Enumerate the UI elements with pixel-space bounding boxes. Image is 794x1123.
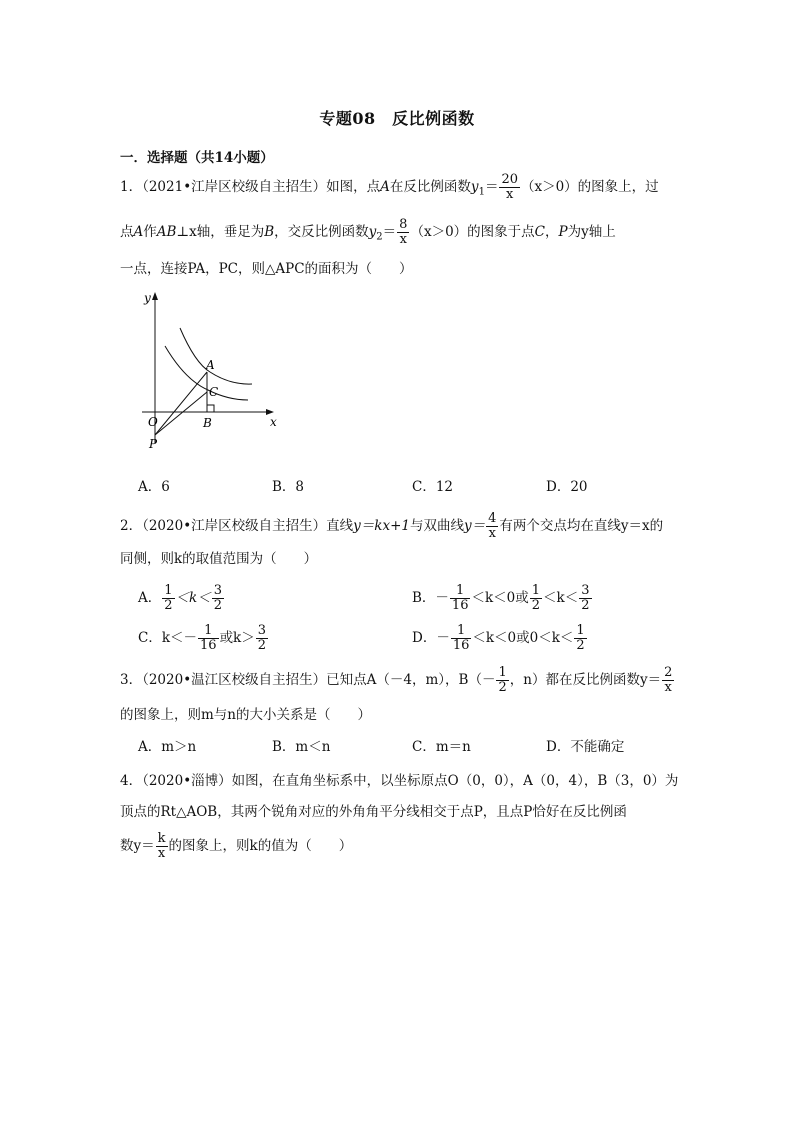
q2-optB-label: B．－ bbox=[412, 590, 449, 606]
q2-text: 有两个交点均在直线y＝x的 bbox=[499, 518, 664, 534]
frac-num: 1 bbox=[198, 624, 219, 639]
frac-den: 2 bbox=[576, 638, 585, 653]
label-a: A bbox=[206, 358, 215, 372]
label-c: C bbox=[209, 385, 219, 399]
q2-optB-mid2: ＜k＜ bbox=[543, 590, 579, 606]
q1-segment-ab: AB bbox=[156, 224, 177, 240]
q2-optC-frac2 bbox=[256, 624, 268, 653]
frac-den: 2 bbox=[213, 598, 222, 613]
q4-text: 数y＝ bbox=[120, 838, 155, 854]
page-title: 专题08 反比例函数 bbox=[319, 109, 475, 128]
q1-frac1-num: 20 bbox=[501, 172, 518, 187]
q2-optC-frac1 bbox=[198, 624, 219, 653]
q1-option-c[interactable]: C．12 bbox=[412, 479, 454, 495]
frac-den: 2 bbox=[257, 638, 267, 653]
label-y: y bbox=[144, 291, 151, 305]
label-x: x bbox=[270, 415, 277, 429]
frac-den: 16 bbox=[451, 598, 469, 613]
q1-text: 为y轴上 bbox=[567, 224, 616, 240]
q1-figure bbox=[140, 288, 290, 458]
q2-line-eq: y＝kx+1 bbox=[353, 518, 410, 534]
q3-text: ，n）都在反比例函数y＝ bbox=[509, 672, 662, 688]
q4-fraction bbox=[156, 832, 168, 861]
segment-pa bbox=[155, 372, 207, 435]
q1-sub-1: 1 bbox=[478, 186, 485, 198]
q2-frac-den: x bbox=[488, 526, 496, 541]
q2-optC-mid: 或k＞ bbox=[219, 630, 255, 646]
frac-den: x bbox=[664, 680, 672, 695]
q1-fraction-1 bbox=[499, 173, 520, 202]
frac-den: 16 bbox=[452, 638, 470, 653]
q1-y2: y bbox=[368, 224, 377, 240]
frac-den: x bbox=[157, 846, 166, 861]
q1-prefix: 1．（2021•江岸区校级自主招生）如图，点 bbox=[120, 179, 381, 195]
q3-option-b[interactable]: B．m＜n bbox=[272, 739, 331, 755]
q2-optD-mid: ＜k＜0或0＜k＜ bbox=[472, 630, 574, 646]
q1-point-p: P bbox=[558, 224, 568, 240]
q2-optA-frac1 bbox=[162, 584, 174, 613]
label-o: O bbox=[148, 415, 158, 429]
q1-eq: ＝ bbox=[484, 179, 499, 195]
frac-den: 16 bbox=[200, 638, 217, 653]
q4-text: 的图象上，则k的值为（ ） bbox=[168, 838, 353, 854]
q1-point-c: C bbox=[534, 224, 545, 240]
q1-fraction-2 bbox=[397, 218, 409, 247]
label-p: P bbox=[149, 437, 158, 451]
q3-line-1 bbox=[120, 666, 675, 695]
q1-y1: y bbox=[470, 179, 479, 195]
q1-point-b: B bbox=[264, 224, 275, 240]
q1-cond1: （x＞0）的图象上，过 bbox=[520, 179, 659, 195]
q1-text: 在反比例函数 bbox=[389, 179, 471, 195]
q2-optB-mid1: ＜k＜0或 bbox=[471, 590, 529, 606]
q1-line-2 bbox=[120, 218, 616, 248]
q4-line-2: 顶点的Rt△AOB，其两个锐角对应的外角角平分线相交于点P，且点P恰好在反比例函 bbox=[120, 804, 627, 820]
q4-line-1: 4．（2020•淄博）如图，在直角坐标系中，以坐标原点O（0，0），A（0，4），B（3，0）为 bbox=[120, 773, 679, 789]
y-axis-arrow bbox=[152, 292, 158, 300]
q1-text: 作 bbox=[143, 224, 157, 240]
q2-text: 与双曲线 bbox=[410, 518, 464, 534]
q1-eq: ＝ bbox=[382, 224, 397, 240]
label-b: B bbox=[203, 416, 212, 430]
q2-optA-label: A． bbox=[138, 590, 162, 606]
q2-optB-frac3 bbox=[579, 584, 591, 613]
q2-fraction bbox=[486, 512, 498, 541]
q2-prefix: 2．（2020•江岸区校级自主招生）直线 bbox=[120, 518, 354, 534]
q2-option-a[interactable] bbox=[138, 584, 225, 613]
q2-option-c[interactable] bbox=[138, 624, 269, 653]
q2-option-b[interactable] bbox=[412, 584, 593, 613]
q1-text: ⊥x轴，垂足为 bbox=[176, 224, 265, 240]
q1-point-a: A bbox=[133, 224, 144, 240]
frac-num: 1 bbox=[164, 583, 173, 598]
section-heading: 一．选择题（共14小题） bbox=[120, 150, 274, 166]
q1-option-d[interactable]: D．20 bbox=[546, 479, 588, 495]
q3-option-d[interactable]: D．不能确定 bbox=[546, 739, 625, 755]
q2-optB-frac2 bbox=[530, 584, 542, 613]
q1-text: ，交反比例函数 bbox=[274, 224, 369, 240]
frac-den: 2 bbox=[498, 680, 507, 695]
frac-den: 2 bbox=[164, 598, 173, 613]
q1-option-b[interactable]: B．8 bbox=[272, 479, 305, 495]
frac-num: 3 bbox=[213, 583, 222, 598]
q3-option-c[interactable]: C．m＝n bbox=[412, 739, 471, 755]
frac-num: 1 bbox=[576, 623, 585, 638]
q2-optD-frac1 bbox=[451, 624, 472, 653]
frac-num: 2 bbox=[664, 665, 673, 680]
q1-frac1-den: x bbox=[506, 187, 514, 202]
frac-den: 2 bbox=[581, 598, 590, 613]
q1-option-a[interactable]: A．6 bbox=[138, 479, 170, 495]
q2-frac-num: 4 bbox=[488, 511, 497, 526]
q2-optA-mid: ＜k＜ bbox=[175, 590, 211, 606]
frac-den: 2 bbox=[531, 598, 541, 613]
right-angle-mark bbox=[207, 405, 214, 412]
q2-optA-frac2 bbox=[212, 584, 224, 613]
q1-frac2-num: 8 bbox=[399, 217, 408, 232]
q1-sub-2: 2 bbox=[376, 231, 383, 243]
q2-line-1 bbox=[120, 512, 663, 541]
q2-yeq: y＝ bbox=[464, 518, 486, 534]
q2-optC-label: C．k＜－ bbox=[138, 630, 198, 646]
frac-num: 1 bbox=[531, 583, 541, 598]
segment-pc bbox=[155, 392, 207, 435]
q1-text: （x＞0）的图象于点 bbox=[410, 224, 535, 240]
q2-optD-label: D．－ bbox=[412, 630, 450, 646]
q3-fraction-1 bbox=[496, 666, 508, 695]
frac-num: k bbox=[157, 831, 166, 846]
frac-num: 1 bbox=[450, 584, 471, 599]
frac-num: 1 bbox=[498, 665, 507, 680]
frac-num: 3 bbox=[257, 623, 267, 638]
q3-line-2: 的图象上，则m与n的大小关系是（ ） bbox=[120, 707, 371, 723]
q3-fraction-2 bbox=[662, 666, 674, 695]
q2-line-2: 同侧，则k的取值范围为（ ） bbox=[120, 551, 318, 567]
q1-text: 点 bbox=[120, 224, 134, 240]
q1-line-3: 一点，连接PA，PC，则△APC的面积为（ ） bbox=[120, 261, 413, 277]
curve-y1 bbox=[180, 328, 252, 384]
q1-frac2-den: x bbox=[399, 232, 407, 247]
q2-optB-frac1 bbox=[450, 584, 471, 613]
frac-num: 3 bbox=[581, 583, 590, 598]
q3-prefix: 3．（2020•温江区校级自主招生）已知点A（－4，m），B（－ bbox=[120, 672, 496, 688]
frac-num: 1 bbox=[451, 624, 472, 639]
q1-text: ， bbox=[545, 224, 559, 240]
q3-option-a[interactable]: A．m＞n bbox=[138, 739, 197, 755]
q1-point-a: A bbox=[380, 179, 390, 195]
q1-line-1 bbox=[120, 173, 659, 203]
q2-optD-frac2 bbox=[574, 624, 586, 653]
q4-line-3 bbox=[120, 832, 352, 861]
q2-option-d[interactable] bbox=[412, 624, 588, 653]
